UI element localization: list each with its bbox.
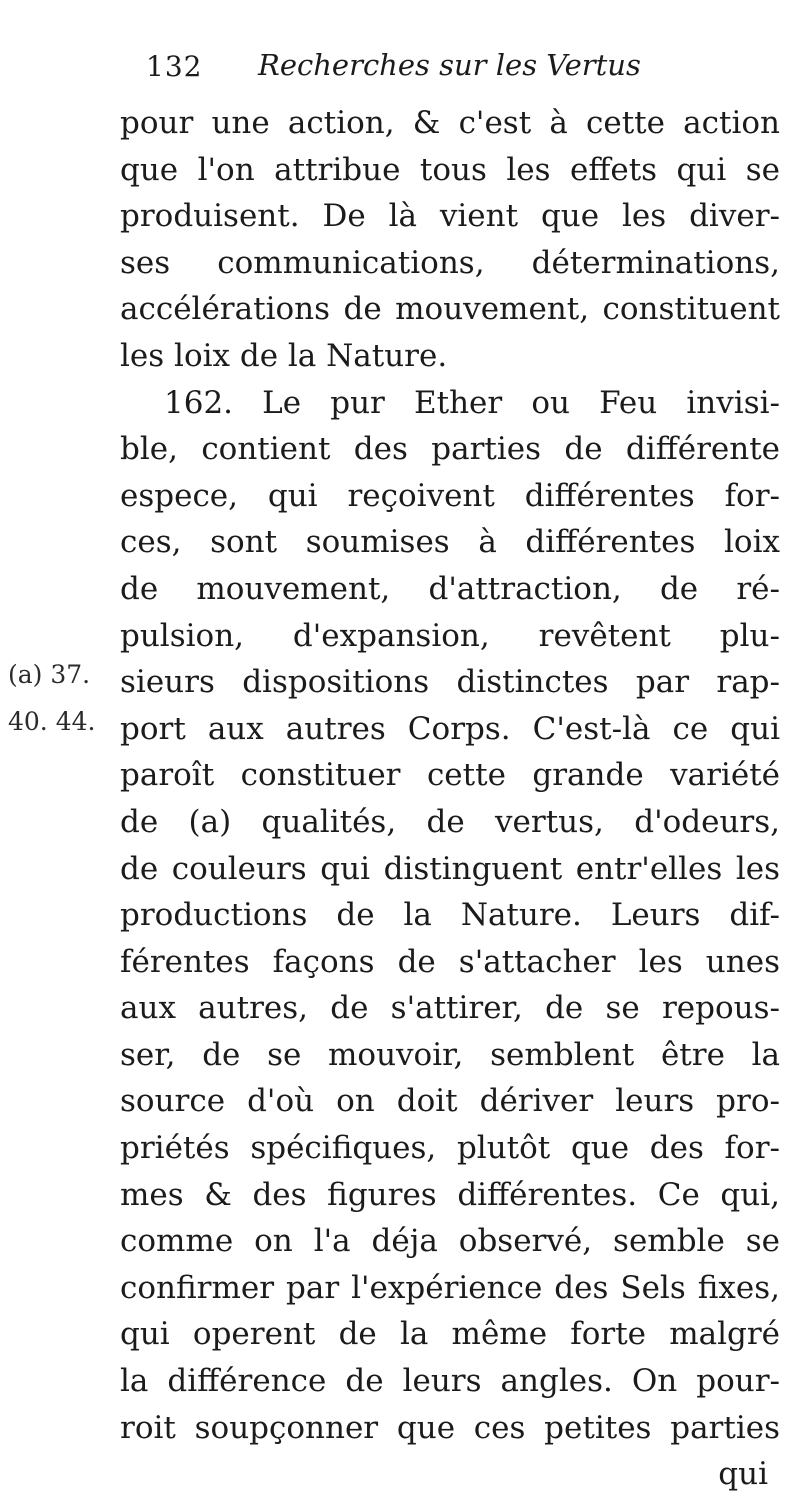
text-line: produisent. De là vient que les diver- [120,198,780,235]
margin-note-reference-continued: 40. 44. [8,707,96,736]
text-line: de couleurs qui distinguent entr'elles les [120,850,780,887]
text-line: ble, contient des parties de différente [120,431,780,468]
text-line: ser, de se mouvoir, semblent être la [120,1036,780,1073]
text-line: la différence de leurs angles. On pour- [120,1363,780,1400]
text-line: sieurs dispositions distinctes par rap- [120,664,780,701]
text-line: paroît constituer cette grande variété [120,757,780,794]
text-line: ces, sont soumises à différentes loix [120,524,780,561]
text-line: confirmer par l'expérience des Sels fixes, [120,1269,780,1306]
text-line: pulsion, d'expansion, revêtent plu- [120,617,780,654]
margin-note-reference: (a) 37. [8,660,91,689]
running-title: Recherches sur les Vertus [258,48,641,82]
body-text [120,100,780,1498]
text-line: roit soupçonner que ces petites parties [120,1409,780,1446]
text-line: comme on l'a déja observé, semble se [120,1223,780,1260]
page-number: 132 [146,50,203,83]
text-line: productions de la Nature. Leurs dif- [120,897,780,934]
text-line: priétés spécifiques, plutôt que des for- [120,1130,780,1167]
text-line: férentes façons de s'attacher les unes [120,943,780,980]
text-line: espece, qui reçoivent différentes for- [120,477,780,514]
text-line: port aux autres Corps. C'est-là ce qui [120,710,780,747]
text-line: les loix de la Nature. [120,337,448,374]
paragraph-start-line: 162. Le pur Ether ou Feu invisi- [164,384,780,421]
catchword: qui [718,1456,768,1493]
text-line: accélérations de mouvement, constituent [120,291,780,328]
page-header [146,48,766,98]
text-line: de mouvement, d'attraction, de ré- [120,570,780,607]
text-line: de (a) qualités, de vertus, d'odeurs, [120,803,780,840]
text-line: qui operent de la même forte malgré [120,1316,780,1353]
text-line: ses communications, déterminations, [120,244,780,281]
text-line: source d'où on doit dériver leurs pro- [120,1083,780,1120]
text-line: mes & des figures différentes. Ce qui, [120,1176,780,1213]
text-line: que l'on attribue tous les effets qui se [120,151,780,188]
text-line: aux autres, de s'attirer, de se repous- [120,990,780,1027]
text-line: pour une action, & c'est à cette action [120,105,780,141]
